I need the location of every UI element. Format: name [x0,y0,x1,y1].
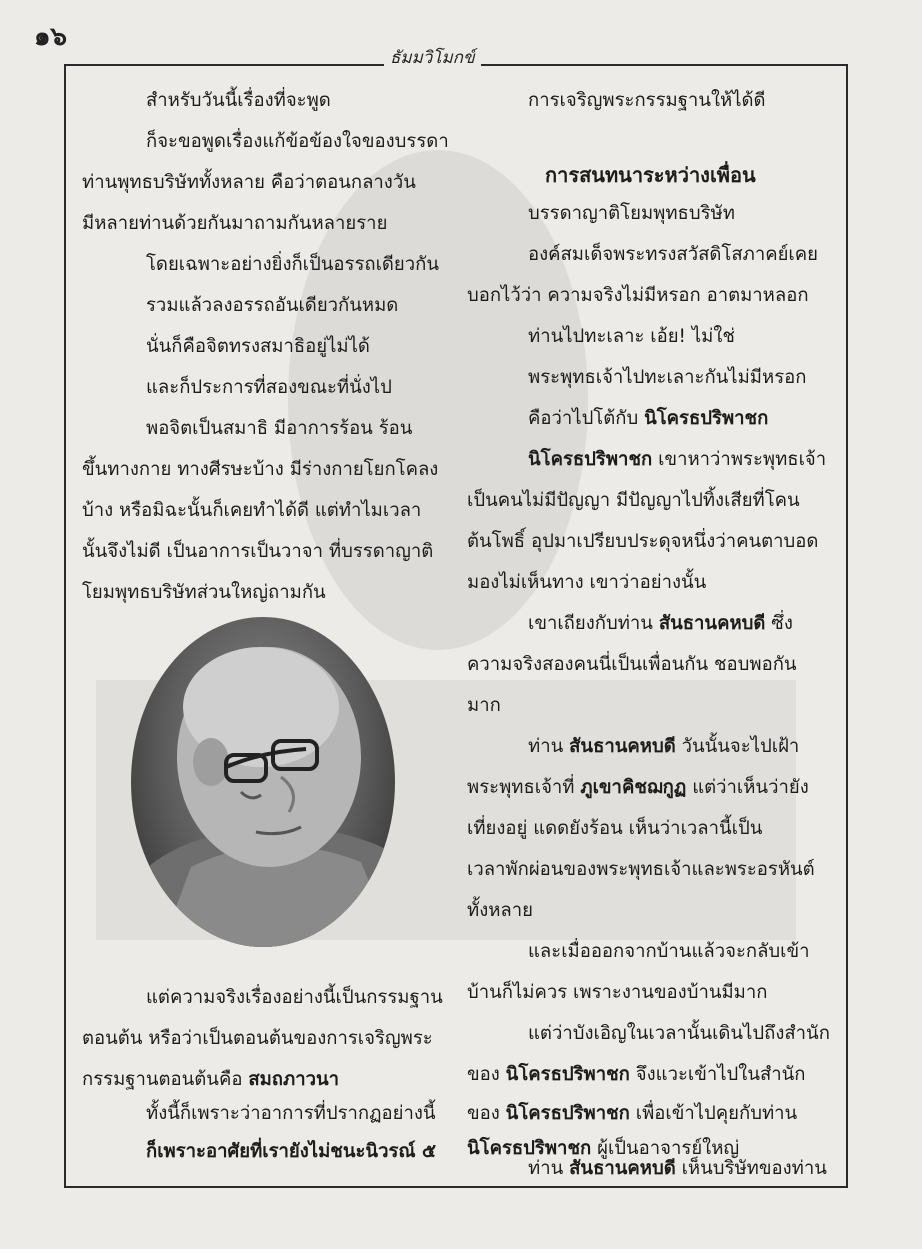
right-line-14: มาก [467,695,501,716]
right-line-16 [467,779,809,798]
right-line-11: มองไม่เห็นทาง เขาว่าอย่างนั้น [467,572,707,593]
left-lower-line-1: แต่ความจริงเรื่องอย่างนี้เป็นกรรมฐาน [146,987,443,1008]
gijjhakuta-name: ภูเขาคิชฌกูฏ [580,777,687,798]
right-line-3: องค์สมเด็จพระทรงสวัสดิโสภาคย์เคย [528,244,818,265]
nigrodha-name: นิโครธปริพาชก [505,1103,630,1124]
page-number: ๑๖ [34,22,68,52]
running-header: ธัมมวิโมกข์ [384,44,481,71]
right-line-17: เที่ยงอยู่ แดดยังร้อน เห็นว่าเวลานี้เป็น [467,818,763,839]
right-line-10: ต้นโพธิ์ อุปมาเปรียบประดุจหนึ่งว่าคนตาบอด [467,531,819,552]
left-line-5: โดยเฉพาะอย่างยิ่งก็เป็นอรรถเดียวกัน [146,254,439,275]
left-line-12: นั้นจึงไม่ดี เป็นอาการเป็นวาจา ที่บรรดาญาติ [82,541,434,562]
section-title: การสนทนาระหว่างเพื่อน [545,163,756,187]
left-line-1: สำหรับวันนี้เรื่องที่จะพูด [146,90,331,111]
right-line-23 [467,1066,806,1085]
r6-text: คือว่าไปโต้กับ [528,408,645,429]
left-lower-line-3 [82,1071,339,1090]
r14-text-post: วันนั้นจะไปเฝ้า [675,736,800,757]
r25-text-post: เห็นบริษัทของท่าน [675,1158,827,1179]
left-line-13: โยมพุทธบริษัทส่วนใหญ่ถามกัน [82,582,326,603]
right-line-6: พระพุทธเจ้าไปทะเลาะกันไม่มีหรอก [528,367,807,388]
samatha-bhavana-term: สมถภาวนา [248,1069,340,1090]
right-line-15 [528,738,799,757]
right-line-25 [467,1140,739,1159]
left-lower-line-2: ตอนต้น หรือว่าเป็นตอนต้นของการเจริญพระ [82,1028,433,1049]
nigrodha-name: นิโครธปริพาชก [505,1064,630,1085]
santhana-name: สันธานคหบดี [569,736,676,757]
r11-text-post: ซึ่ง [765,613,793,634]
r25-text-pre: ท่าน [528,1158,570,1179]
right-line-7 [528,410,768,429]
r14-text-pre: ท่าน [528,736,570,757]
lower-line-3-text: กรรมฐานตอนต้นคือ [82,1069,249,1090]
nigrodha-name: นิโครธปริพาชก [528,449,653,470]
right-line-24 [467,1105,797,1124]
portrait-illustration [131,617,395,947]
r15-text-pre: พระพุทธเจ้าที่ [467,777,581,798]
left-line-7: นั่นก็คือจิตทรงสมาธิอยู่ไม่ได้ [146,336,370,357]
right-line-13: ความจริงสองคนนี่เป็นเพื่อนกัน ชอบพอกัน [467,654,797,675]
right-line-8 [528,451,826,470]
right-line-5: ท่านไปทะเลาะ เอ้ย! ไม่ใช่ [528,326,735,347]
right-line-18: เวลาพักผ่อนของพระพุทธเจ้าและพระอรหันต์ [467,859,815,880]
left-lower-line-4: ทั้งนี้ก็เพราะว่าอาการที่ปรากฏอย่างนี้ [146,1103,436,1124]
santhana-name: สันธานคหบดี [658,613,766,634]
left-line-9: พอจิตเป็นสมาธิ มีอาการร้อน ร้อน [146,418,413,439]
r24-text-post: ผู้เป็นอาจารย์ใหญ่ [591,1138,740,1159]
nigrodha-name: นิโครธปริพาชก [644,408,769,429]
r23-text-pre: ของ [467,1103,506,1124]
monk-portrait-photo [131,617,395,947]
r7-text: เขาหาว่าพระพุทธเจ้า [652,449,827,470]
r22-text-pre: ของ [467,1064,506,1085]
left-line-11: บ้าง หรือมิฉะนั้นก็เคยทำได้ดี แต่ทำไมเวลา [82,500,422,521]
right-line-1: การเจริญพระกรรมฐานให้ได้ดี [528,90,766,111]
r11-text-pre: เขาเถียงกับท่าน [528,613,659,634]
r15-text-post: แต่ว่าเห็นว่ายัง [686,777,809,798]
left-line-6: รวมแล้วลงอรรถอันเดียวกันหมด [146,295,399,316]
right-line-19: ทั้งหลาย [467,900,533,921]
right-line-12 [528,615,793,634]
right-line-2: บรรดาญาติโยมพุทธบริษัท [528,203,735,224]
right-line-26 [528,1160,827,1179]
left-line-2: ก็จะขอพูดเรื่องแก้ข้อข้องใจของบรรดา [146,131,449,152]
right-line-9: เป็นคนไม่มีปัญญา มีปัญญาไปทิ้งเสียที่โคน [467,490,800,511]
r22-text-post: จึงแวะเข้าไปในสำนัก [629,1064,806,1085]
right-line-22: แต่ว่าบังเอิญในเวลานั้นเดินไปถึงสำนัก [528,1023,830,1044]
nigrodha-name: นิโครธปริพาชก [467,1138,592,1159]
right-line-20: และเมื่อออกจากบ้านแล้วจะกลับเข้า [528,941,810,962]
left-lower-line-5: ก็เพราะอาศัยที่เรายังไม่ชนะนิวรณ์ ๕ [146,1141,436,1162]
left-line-4: มีหลายท่านด้วยกันมาถามกันหลายราย [82,213,388,234]
left-line-8: และก็ประการที่สองขณะที่นั่งไป [146,377,392,398]
left-line-10: ขึ้นทางกาย ทางศีรษะบ้าง มีร่างกายโยกโคลง [82,459,439,480]
santhana-name: สันธานคหบดี [569,1158,676,1179]
right-line-21: บ้านก็ไม่ควร เพราะงานของบ้านมีมาก [467,982,768,1003]
right-line-4: บอกไว้ว่า ความจริงไม่มีหรอก อาตมาหลอก [467,285,809,306]
r23-text-post: เพื่อเข้าไปคุยกับท่าน [629,1103,798,1124]
left-line-3: ท่านพุทธบริษัททั้งหลาย คือว่าตอนกลางวัน [82,172,416,193]
